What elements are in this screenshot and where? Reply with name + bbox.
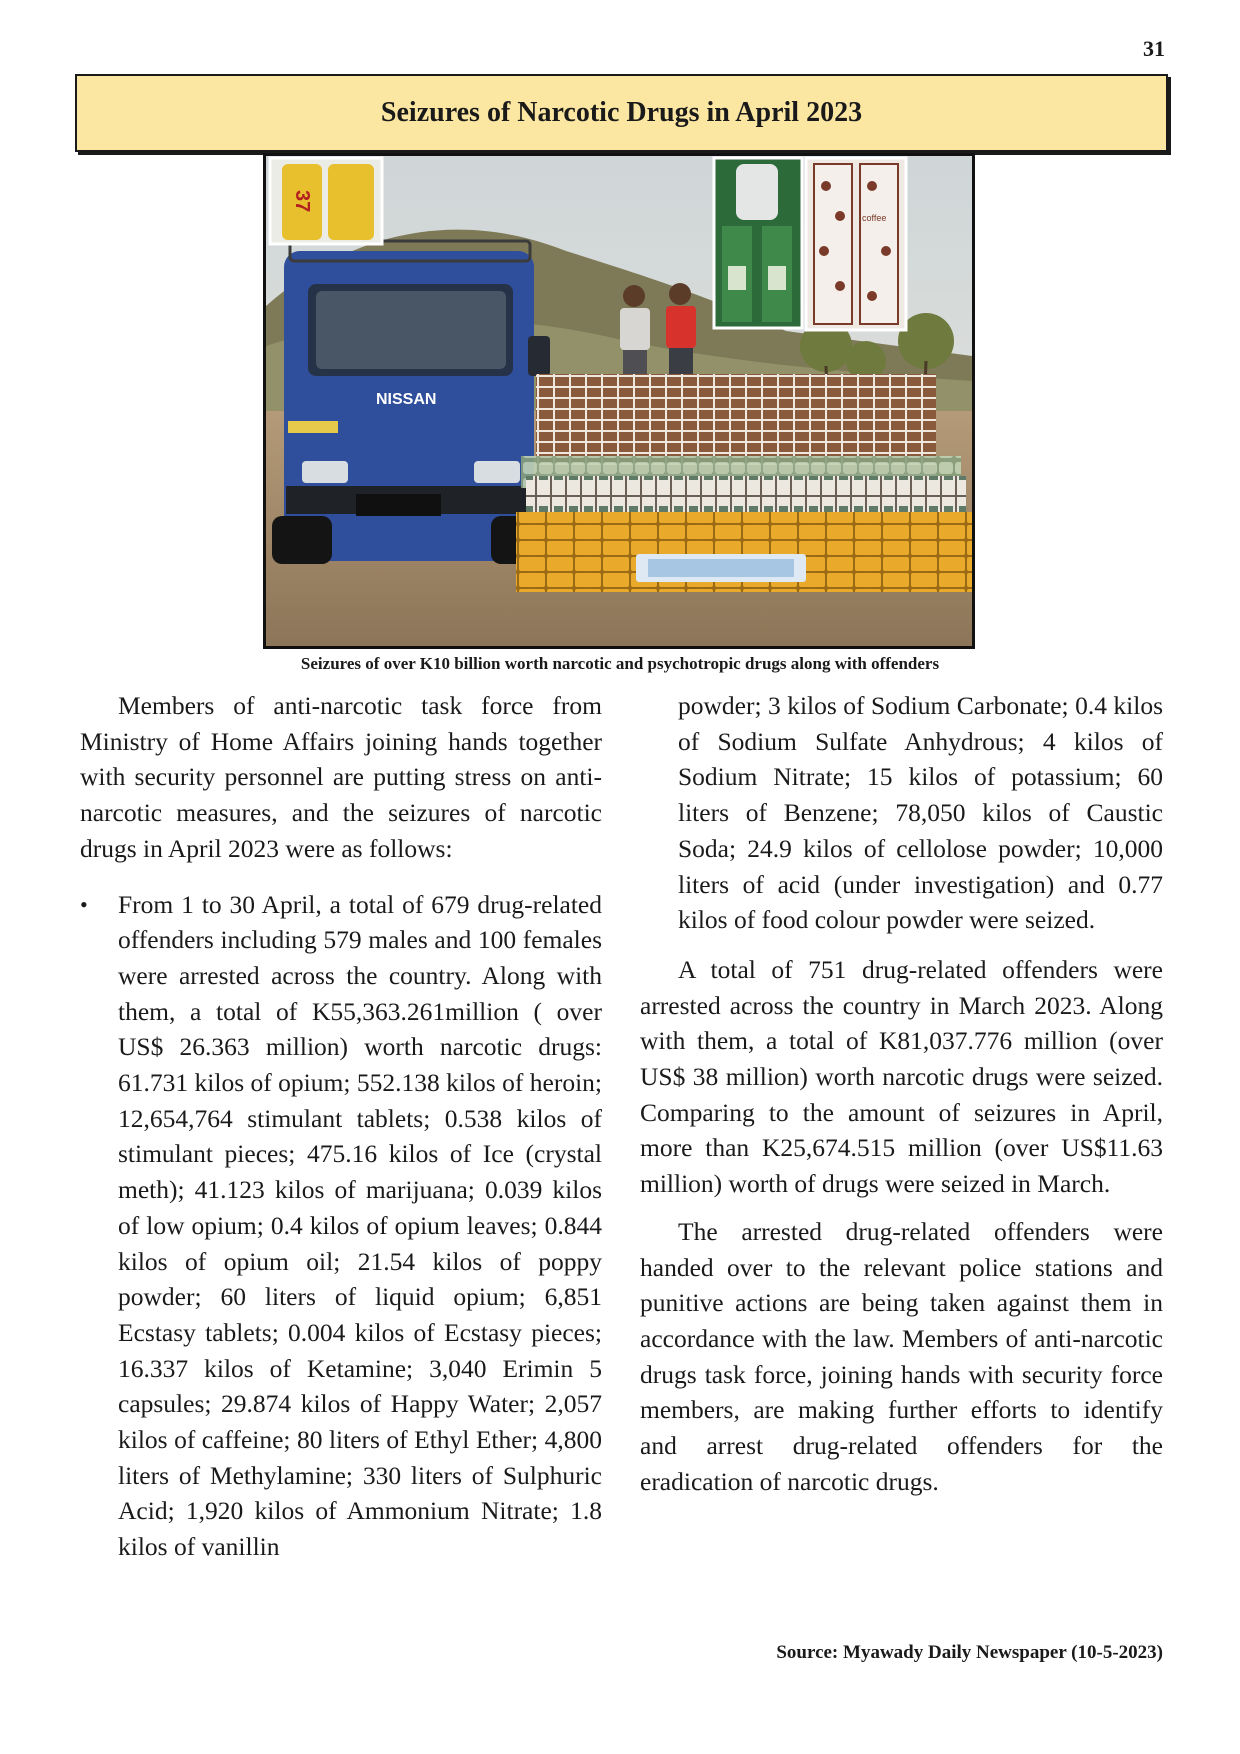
march-paragraph: A total of 751 drug-related offenders were arrested across the country in March 2023. Along with them, a total of K81,037.776 million (over US$ 38 million) worth narcotic drugs were seized. Comparing to the amount of seizures in April, more than K25,674.515 million (over US$11.63 million) worth of drugs were seized in March. (640, 954, 1163, 1199)
left-column (80, 688, 602, 1565)
source-citation: Source: Myawady Daily Newspaper (10-5-2023) (776, 1642, 1163, 1663)
bullet-marker: • (80, 891, 88, 917)
seizure-photo (263, 153, 975, 649)
bullet-text: From 1 to 30 April, a total of 679 drug-related offenders including 579 males and 100 females were arrested across the country. Along with them, a total of K55,363.261million ( over US$ 26.363 million) worth narcotic drugs: 61.731 kilos of opium; 552.138 kilos of heroin; 12,654,764 stimulant tablets; 0.538 kilos of stimulant pieces; 475.16 kilos of Ice (crystal meth); 41.123 kilos of marijuana; 0.039 kilos of low opium; 0.4 kilos of opium leaves; 0.844 kilos of opium oil; 21.54 kilos of poppy powder; 60 liters of liquid opium; 6,851 Ecstasy tablets; 0.004 kilos of Ecstasy pieces; 16.337 kilos of Ketamine; 3,040 Erimin 5 capsules; 29.874 kilos of Happy Water; 2,057 kilos of caffeine; 80 liters of Ethyl Ether; 4,800 liters of Methylamine; 330 liters of Sulphuric Acid; 1,920 kilos of Ammonium Nitrate; 1.8 kilos of vanillin (118, 889, 602, 1562)
bag-label: coffee (862, 213, 887, 223)
intro-paragraph: Members of anti-narcotic task force from Ministry of Home Affairs joining hands together with security personnel are putting stress on anti-narcotic measures, and the seizures of narcotic drugs in April 2023 were as follows: (80, 691, 602, 863)
truck-brand: NISSAN (376, 391, 437, 408)
inset-coffee-bags (806, 158, 906, 330)
truck (272, 241, 550, 564)
page-title: Seizures of Narcotic Drugs in April 2023 (380, 97, 863, 128)
title-banner (75, 74, 1168, 152)
inset-label: 37 (291, 190, 313, 213)
inset-tea-packs (714, 158, 802, 328)
right-column (640, 688, 1163, 1511)
inset-packs (270, 158, 382, 244)
action-paragraph: The arrested drug-related offenders were handed over to the relevant police stations and punitive actions are being taken against them in accordance with the law. Members of anti-narcotic drugs task force, joining hands with security force members, are making further efforts to identify and arrest drug-related offenders for the eradication of narcotic drugs. (640, 1216, 1163, 1496)
bullet-item (80, 887, 602, 1565)
page-number: 31 (1143, 36, 1165, 61)
bullet-continuation: powder; 3 kilos of Sodium Carbonate; 0.4 kilos of Sodium Sulfate Anhydrous; 4 kilos of Sodium Nitrate; 15 kilos of potassium; 60 liters of Benzene; 78,050 kilos of Caustic Soda; 24.9 kilos of cellolose powder; 10,000 liters of acid (under investigation) and 0.77 kilos of food colour powder were seized. (678, 691, 1163, 935)
photo-caption: Seizures of over K10 billion worth narcotic and psychotropic drugs along with offenders (300, 654, 940, 673)
